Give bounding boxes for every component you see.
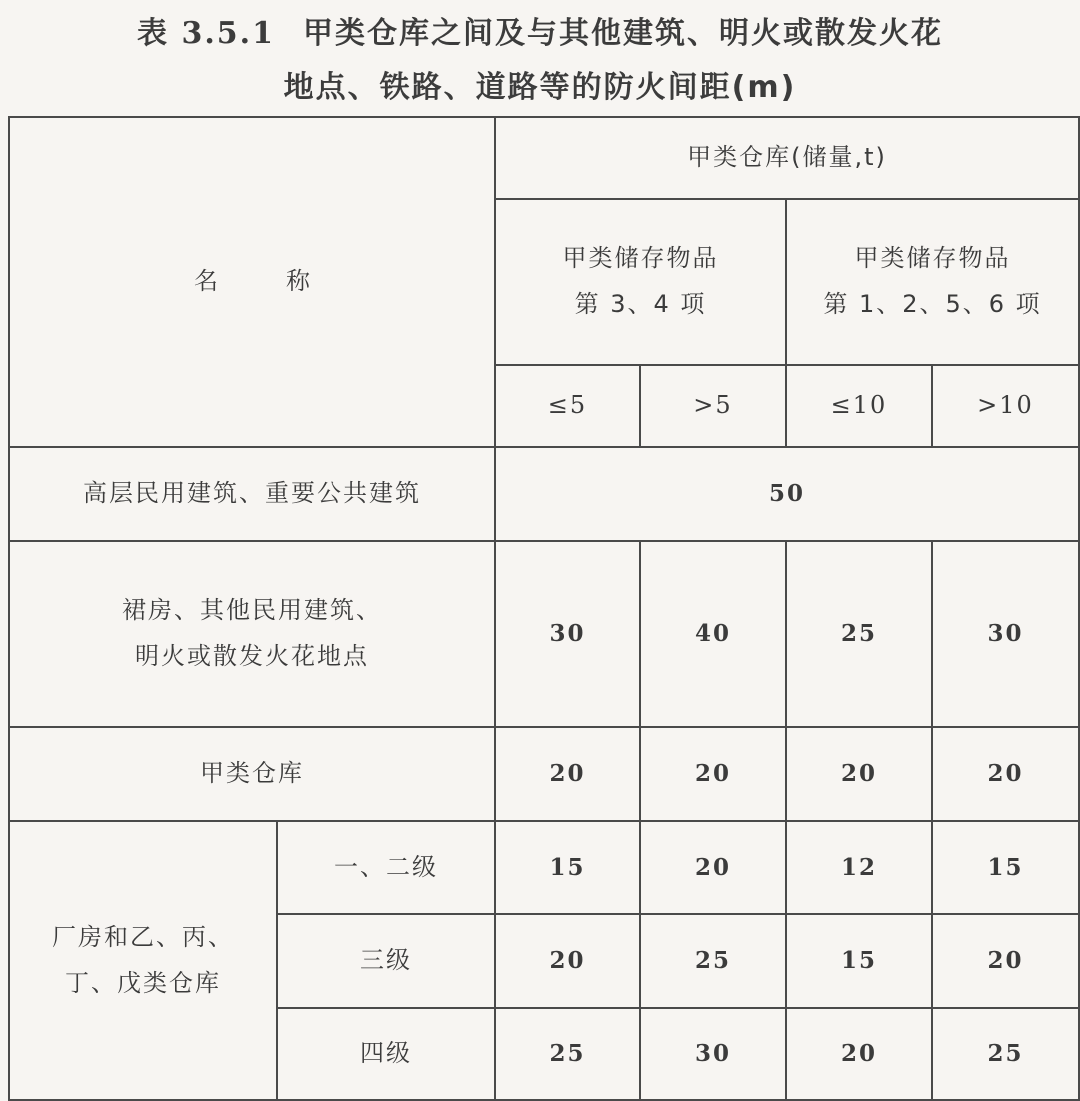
- value-cell: 25: [932, 1008, 1079, 1100]
- value-cell: 25: [495, 1008, 640, 1100]
- value-cell: 20: [640, 821, 786, 914]
- value-cell: 20: [640, 727, 786, 821]
- value-cell: 15: [495, 821, 640, 914]
- row-label-factory: 厂房和乙、丙、 丁、戊类仓库: [9, 821, 277, 1100]
- value-cell: 20: [932, 727, 1079, 821]
- fire-spacing-table: [8, 116, 1080, 1101]
- value-cell: 20: [495, 914, 640, 1008]
- grade-label: 四级: [277, 1008, 495, 1100]
- table-title-line2: 地点、铁路、道路等的防火间距(m): [283, 70, 797, 105]
- value-cell: 25: [786, 541, 932, 727]
- value-cell: 20: [786, 727, 932, 821]
- threshold-cell: ≤5: [495, 365, 640, 447]
- group1-header: 甲类储存物品 第 3、4 项: [495, 199, 786, 365]
- value-cell: 30: [932, 541, 1079, 727]
- row-label-podium: 裙房、其他民用建筑、 明火或散发火花地点: [9, 541, 495, 727]
- row-label-class-a-warehouse: 甲类仓库: [9, 727, 495, 821]
- threshold-cell: ≤10: [786, 365, 932, 447]
- table-title-text: 甲类仓库之间及与其他建筑、明火或散发火花: [302, 16, 943, 51]
- grade-label: 一、二级: [277, 821, 495, 914]
- value-cell: 40: [640, 541, 786, 727]
- value-cell: 20: [786, 1008, 932, 1100]
- value-cell: 25: [640, 914, 786, 1008]
- warehouse-header: 甲类仓库(储量,t): [495, 117, 1079, 199]
- threshold-cell: >10: [932, 365, 1079, 447]
- row-label-highrise: 高层民用建筑、重要公共建筑: [9, 447, 495, 541]
- table-number: 表 3.5.1: [137, 16, 275, 51]
- value-cell: 30: [495, 541, 640, 727]
- value-cell: 20: [932, 914, 1079, 1008]
- value-cell: 50: [495, 447, 1079, 541]
- value-cell: 15: [786, 914, 932, 1008]
- value-cell: 15: [932, 821, 1079, 914]
- table-title-line1: [0, 8, 1080, 52]
- value-cell: 20: [495, 727, 640, 821]
- threshold-cell: >5: [640, 365, 786, 447]
- value-cell: 30: [640, 1008, 786, 1100]
- name-header-cell: [9, 117, 495, 447]
- value-cell: 12: [786, 821, 932, 914]
- group2-header: 甲类储存物品 第 1、2、5、6 项: [786, 199, 1079, 365]
- name-header: 名称: [194, 267, 378, 296]
- grade-label: 三级: [277, 914, 495, 1008]
